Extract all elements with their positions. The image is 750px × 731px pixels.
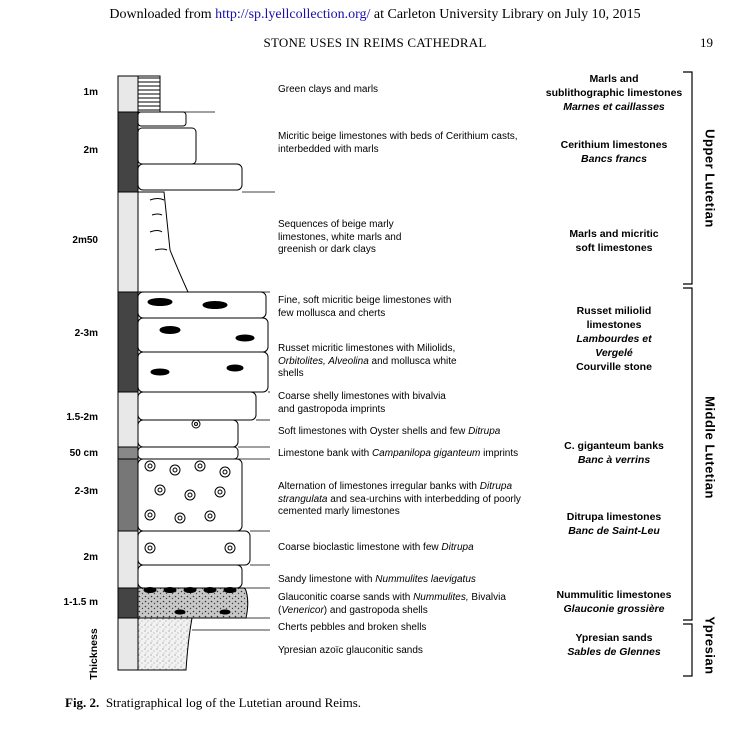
description-14: Ypresian azoïc glauconitic sands	[278, 645, 423, 656]
thickness-6: 50 cm	[69, 448, 98, 459]
thickness-4: 2-3m	[74, 328, 98, 339]
description-12: Glauconitic coarse sands with Nummulites, Bivalvia (Venericor) and gastropoda shells	[278, 592, 506, 616]
thickness-5: 1.5-2m	[66, 412, 98, 423]
description-7: Soft limestones with Oyster shells and few Ditrupa	[278, 426, 501, 437]
unit-2: Cerithium limestones Bancs francs	[560, 139, 668, 165]
era-ypresian: Ypresian	[702, 616, 718, 675]
thickness-1: 1m	[83, 87, 98, 98]
thickness-8: 2m	[83, 552, 98, 563]
thickness-axis-label: Thickness	[88, 628, 100, 680]
thickness-2: 2m	[83, 145, 98, 156]
unit-3: Marls and micritic soft limestones	[569, 228, 659, 254]
download-notice: Downloaded from http://sp.lyellcollection.org/ at Carleton University Library on July 10, 2015	[109, 7, 641, 22]
era-upper-lutetian: Upper Lutetian	[702, 129, 718, 228]
download-link[interactable]: http://sp.lyellcollection.org/	[215, 7, 371, 22]
description-4: Fine, soft micritic beige limestones with few mollusca and cherts	[278, 295, 452, 319]
running-title: STONE USES IN REIMS CATHEDRAL	[263, 35, 487, 50]
description-2: Micritic beige limestones with beds of Cerithium casts, interbedded with marls	[278, 131, 518, 155]
description-8: Limestone bank with Campanilopa giganteum imprints	[278, 448, 519, 459]
description-1: Green clays and marls	[278, 84, 379, 95]
unit-8: Ypresian sands Sables de Glennes	[567, 632, 661, 658]
unit-5: C. giganteum banks Banc à verrins	[564, 440, 664, 466]
figure-caption: Fig. 2. Stratigraphical log of the Lutetian around Reims.	[65, 695, 362, 710]
unit-4: Russet miliolid limestones Lambourdes et Vergelé Courville stone	[576, 305, 652, 373]
thickness-7: 2-3m	[74, 486, 98, 497]
thickness-9: 1-1.5 m	[63, 597, 98, 608]
description-11: Sandy limestone with Nummulites laevigatus	[278, 574, 476, 585]
unit-6: Ditrupa limestones Banc de Saint-Leu	[566, 511, 662, 537]
lithology-column	[138, 76, 268, 670]
page-number: 19	[700, 35, 713, 50]
unit-1: Marls and sublithographic limestones Marnes et caillasses	[545, 73, 683, 113]
description-9: Alternation of limestones irregular banks with Ditrupa strangulata and sea-urchins with interbedding of poorly cemented marly limestones	[278, 481, 521, 517]
unit-7: Nummulitic limestones Glauconie grossière	[556, 589, 672, 615]
era-middle-lutetian: Middle Lutetian	[702, 396, 718, 499]
description-3: Sequences of beige marly limestones, white marls and greenish or dark clays	[278, 219, 402, 255]
description-13: Cherts pebbles and broken shells	[278, 622, 427, 633]
description-6: Coarse shelly limestones with bivalvia and gastropoda imprints	[278, 391, 446, 415]
description-10: Coarse bioclastic limestone with few Ditrupa	[278, 542, 474, 553]
description-5: Russet micritic limestones with Miliolids, Orbitolites, Alveolina and mollusca white shells	[278, 343, 457, 379]
thickness-3: 2m50	[72, 235, 98, 246]
thickness-column	[118, 76, 138, 670]
